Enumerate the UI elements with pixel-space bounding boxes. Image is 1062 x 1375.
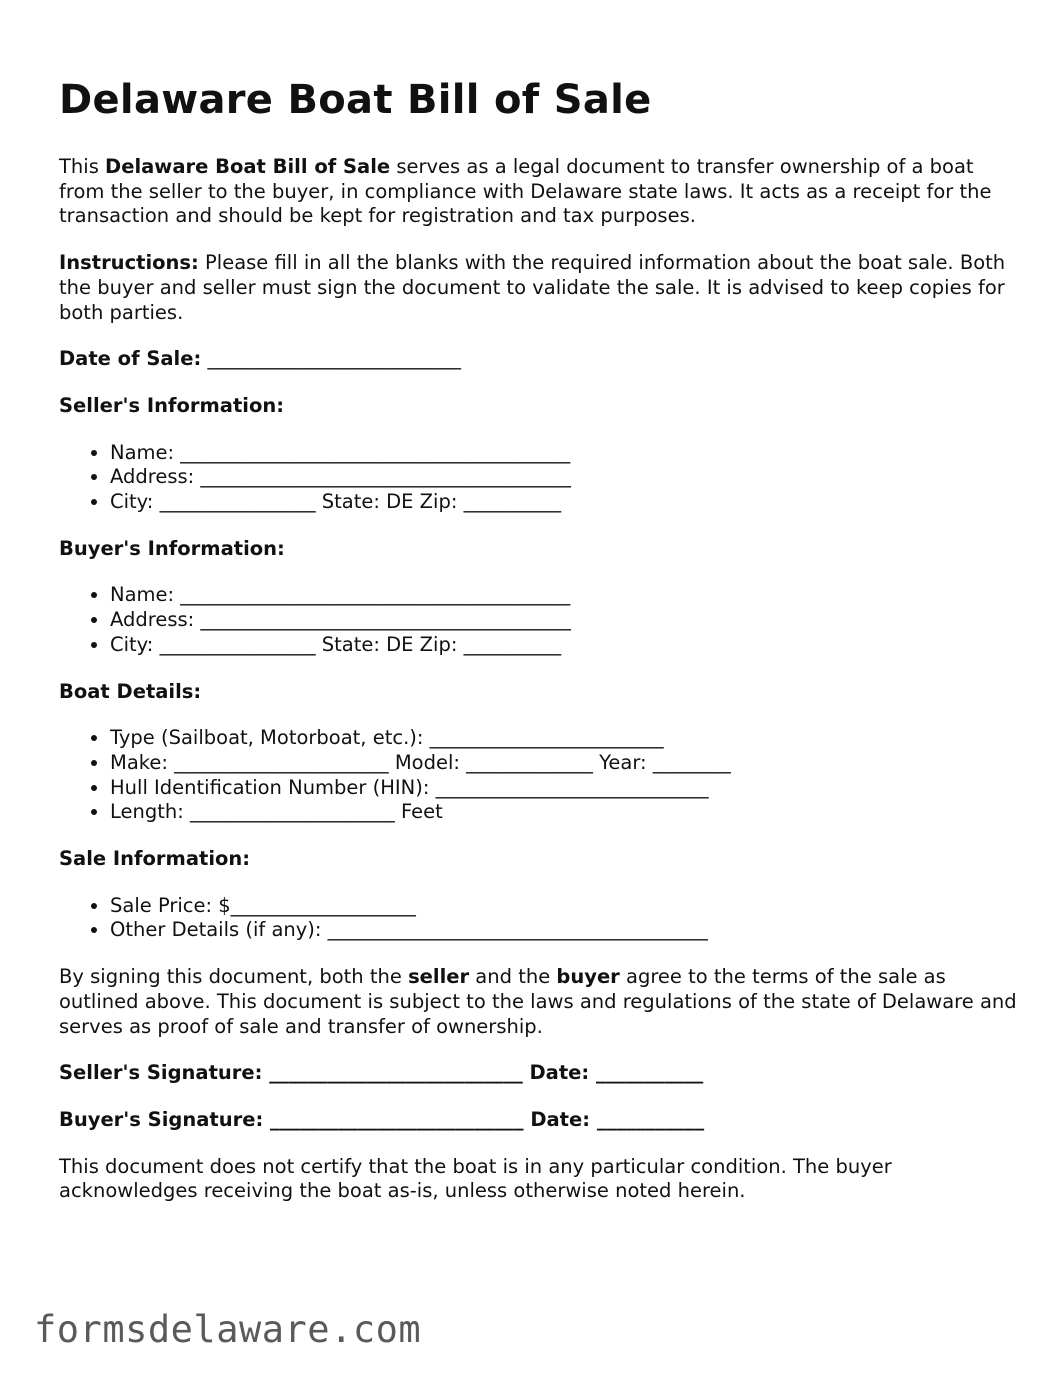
intro-paragraph: [59, 155, 1019, 229]
boat-details-heading: Boat Details:: [59, 679, 202, 703]
agreement-seller-bold: seller: [408, 965, 470, 989]
buyer-signature-label: Buyer's Signature:: [59, 1107, 264, 1131]
date-of-sale-label: Date of Sale:: [59, 347, 202, 371]
intro-bold-title: Delaware Boat Bill of Sale: [105, 155, 391, 178]
sale-info-heading: Sale Information:: [59, 847, 251, 871]
instructions-paragraph: [59, 251, 1019, 325]
buyer-address-field[interactable]: • Address: ______________________________________: [110, 608, 1019, 633]
boat-details-list: [59, 726, 1019, 825]
seller-city-state-zip-field[interactable]: • City: ________________ State: DE Zip: __________: [110, 490, 1019, 515]
agreement-buyer-bold: buyer: [556, 965, 620, 989]
buyer-heading: Buyer's Information:: [59, 536, 285, 560]
intro-post: serves as a legal document to transfer ownership of a boat from the seller to the buyer, in compliance with Delaware state laws. It acts as a receipt for the transaction and should be kept for registration and tax purposes.: [59, 155, 992, 228]
other-details-field[interactable]: • Other Details (if any): _______________________________________: [110, 918, 1019, 943]
buyer-signature-date-blank[interactable]: ___________: [590, 1107, 705, 1131]
sale-price-field[interactable]: • Sale Price: $___________________: [110, 894, 1019, 919]
boat-hin-field[interactable]: • Hull Identification Number (HIN): ____________________________: [110, 776, 1019, 801]
seller-signature-date-blank[interactable]: ___________: [589, 1061, 704, 1085]
boat-length-field[interactable]: • Length: _____________________ Feet: [110, 800, 1019, 825]
boat-make-model-year-field[interactable]: • Make: ______________________ Model: _____________ Year: ________: [110, 751, 1019, 776]
buyer-signature-date-label: Date:: [530, 1107, 591, 1131]
instructions-text: Please fill in all the blanks with the required information about the boat sale. Both the buyer and seller must sign the document to validate the sale. It is advised to keep copies for both parties.: [59, 251, 1006, 324]
intro-pre: This: [59, 155, 106, 178]
date-of-sale-field: [59, 347, 1019, 372]
seller-address-field[interactable]: • Address: ______________________________________: [110, 465, 1019, 490]
buyer-signature-line: [59, 1108, 1019, 1133]
buyer-info-list: [59, 583, 1019, 657]
boat-type-field[interactable]: • Type (Sailboat, Motorboat, etc.): ________________________: [110, 726, 1019, 751]
seller-heading: Seller's Information:: [59, 393, 285, 417]
seller-name-field[interactable]: • Name: ________________________________________: [110, 441, 1019, 466]
seller-signature-line: [59, 1061, 1019, 1086]
seller-signature-blank[interactable]: __________________________: [262, 1061, 530, 1085]
buyer-city-state-zip-field[interactable]: • City: ________________ State: DE Zip: __________: [110, 633, 1019, 658]
agreement-text-1: By signing this document, both the: [59, 965, 409, 989]
seller-signature-date-label: Date:: [529, 1061, 590, 1085]
buyer-signature-blank[interactable]: __________________________: [263, 1107, 531, 1131]
buyer-name-field[interactable]: • Name: ________________________________________: [110, 583, 1019, 608]
instructions-label: Instructions:: [59, 251, 199, 275]
seller-info-list: [59, 441, 1019, 515]
agreement-paragraph: [59, 965, 1019, 1039]
agreement-text-2: and the: [469, 965, 557, 989]
seller-signature-label: Seller's Signature:: [59, 1061, 263, 1085]
footer-brand-watermark: formsdelaware.com: [34, 1308, 422, 1351]
document-page: [59, 74, 1019, 1226]
date-of-sale-blank[interactable]: __________________________: [201, 347, 461, 371]
disclaimer-paragraph: This document does not certify that the boat is in any particular condition. The buyer acknowledges receiving the boat as-is, unless otherwise noted herein.: [59, 1154, 892, 1203]
agreement-text-3: agree to the terms of the sale as outlined above. This document is subject to the laws and regulations of the state of Delaware and serves as proof of sale and transfer of ownership.: [59, 965, 1017, 1038]
document-title: Delaware Boat Bill of Sale: [59, 77, 652, 123]
sale-info-list: [59, 894, 1019, 943]
